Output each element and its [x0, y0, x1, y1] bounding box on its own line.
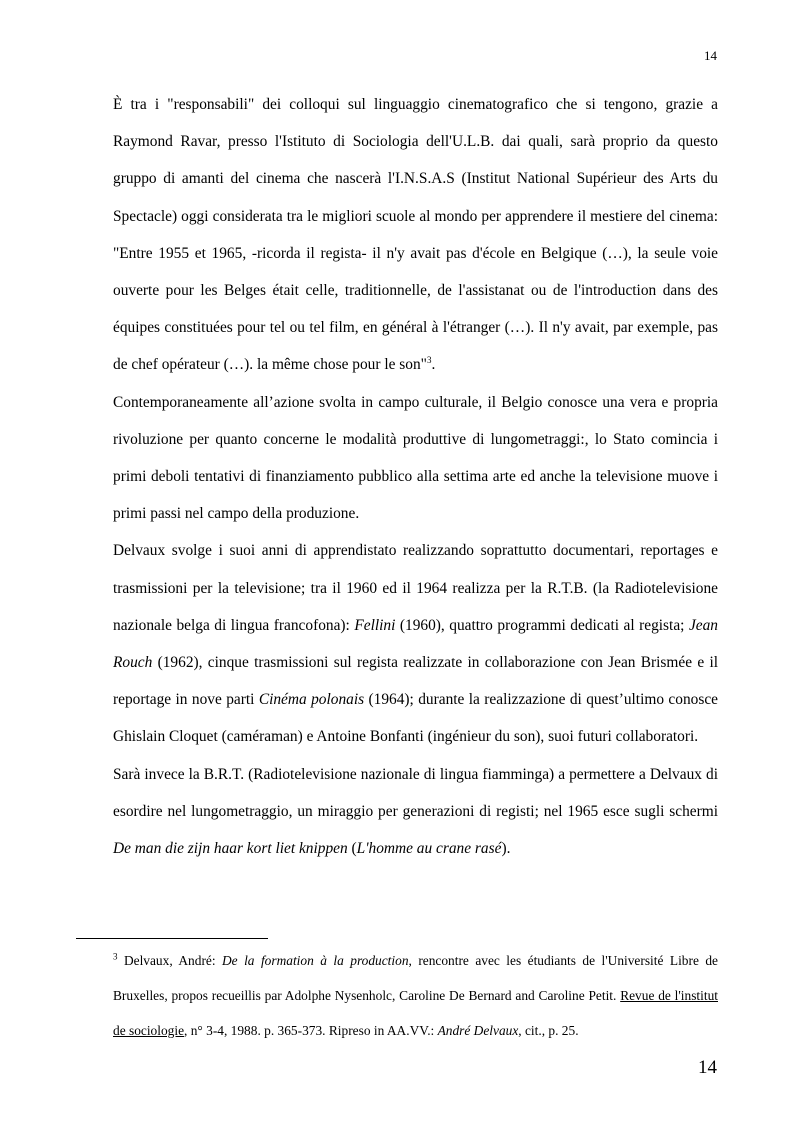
paragraph-3-text-a: Delvaux svolge i suoi anni di apprendistato realizzando soprattutto documentari, reportages e trasmissioni per la televisione; tra il 1960 ed il 1964 realizza per la R.T.B. (la Radiotelevisione nazionale belga di lingua francofona):	[113, 542, 718, 634]
footnote-marker: 3	[113, 951, 118, 962]
body-text	[113, 86, 718, 867]
paragraph-1	[113, 86, 718, 384]
footnote-ref-3[interactable]: 3	[426, 355, 432, 366]
footnote-text-a: Delvaux, André:	[117, 953, 223, 968]
footnote-text-c: , n° 3-4, 1988. p. 365-373. Ripreso in AA.VV.:	[184, 1023, 438, 1038]
title-jean-rouch: Jean Rouch	[113, 616, 718, 672]
paragraph-2: Contemporaneamente all’azione svolta in campo culturale, il Belgio conosce una vera e propria rivoluzione per quanto concerne le modalità produttive di lungometraggi:, lo Stato comincia i primi deboli tentativi di finanziamento pubblico alla settima arte ed anche la televisione muove i primi passi nel campo della produzione.	[113, 393, 718, 523]
footnote-title-2: André Delvaux	[437, 1023, 519, 1038]
footnote-text-d: , cit., p. 25.	[518, 1023, 579, 1038]
footnote-text	[113, 943, 718, 1048]
paragraph-3-text-d: (1964); durante la realizzazione di quest’ultimo conosce Ghislain Cloquet (caméraman) e Antoine Bonfanti (ingénieur du son), suoi futuri collaboratori.	[113, 691, 718, 746]
footnote-text-b: , rencontre avec les étudiants de l'Université Libre de Bruxelles, propos recueillis par Adolphe Nysenholc, Caroline De Bernard and Caroline Petit.	[113, 953, 718, 1003]
title-lhomme: L'homme au crane rasé	[356, 840, 502, 858]
title-fellini: Fellini	[354, 616, 396, 634]
paragraph-4-text-a: Sarà invece la B.R.T. (Radiotelevisione nazionale di lingua fiamminga) a permettere a Delvaux di esordire nel lungometraggio, un miraggio per generazioni di registi; nel 1965 esce sugli schermi	[113, 765, 718, 820]
paragraph-4	[113, 756, 718, 868]
footnote-separator	[76, 938, 268, 939]
paragraph-4-text-c: ).	[501, 840, 511, 858]
paragraph-1-end: .	[431, 356, 436, 374]
title-cinema-polonais: Cinéma polonais	[258, 691, 365, 709]
paragraph-1-text: È tra i "responsabili" dei colloqui sul linguaggio cinematografico che si tengono, grazie a Raymond Ravar, presso l'Istituto di Sociologia dell'U.L.B. dai quali, sarà proprio da questo gruppo di amanti del cinema che nascerà l'I.N.S.A.S (Institut National Supérieur des Arts du Spectacle) oggi considerata tra le migliori scuole al mondo per apprendere il mestiere del cinema: "Entre 1955 et 1965, -ricorda il regista- il n'y avait pas d'école en Belgique (…), la seule voie ouverte pour les Belges était celle, traditionnelle, de l'assistanat ou de l'introduction dans des équipes constituées pour tel ou tel film, en général à l'étranger (…). Il n'y avait, par exemple, pas de chef opérateur (…). la même chose pour le son"	[113, 96, 718, 374]
title-de-man: De man die zijn haar kort liet knippen	[113, 840, 348, 858]
paragraph-3-text-c: (1962), cinque trasmissioni sul regista realizzate in collaborazione con Jean Brismée e il reportage in nove parti	[113, 654, 718, 709]
page-number-bottom: 14	[698, 1057, 717, 1078]
footnote-journal: Revue de l'institut de sociologie	[113, 988, 718, 1038]
footnote-3	[113, 943, 718, 1048]
footnote-title-1: De la formation à la production	[222, 953, 409, 968]
paragraph-3	[113, 532, 718, 755]
paragraph-4-text-b: (	[347, 840, 357, 858]
page-number-top: 14	[704, 48, 717, 63]
paragraph-3-text-b: (1960), quattro programmi dedicati al regista;	[395, 616, 689, 634]
